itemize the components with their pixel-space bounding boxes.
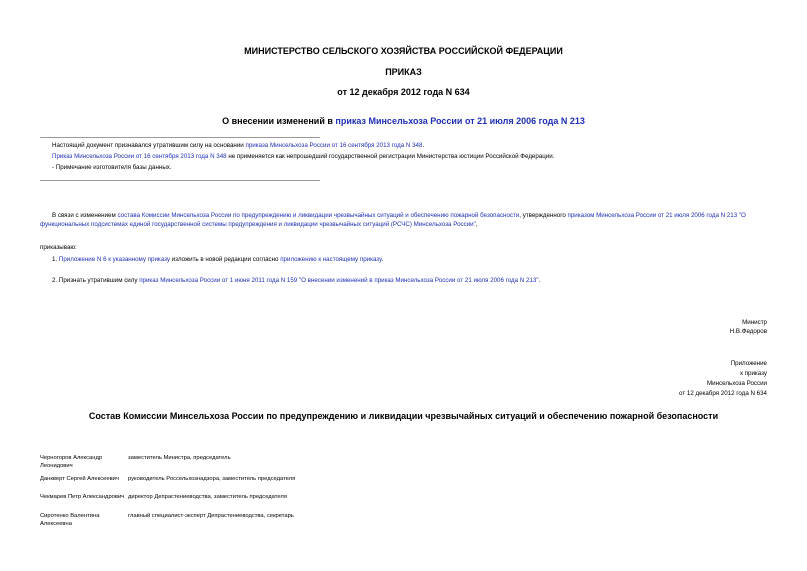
order-item-1-number: 1. <box>52 256 59 263</box>
appendix-line-4: от 12 декабря 2012 года N 634 <box>679 390 767 397</box>
preamble-text-2: , утвержденного <box>519 212 568 219</box>
order-item-2-link[interactable]: приказ Минсельхоза России от 1 июня 2011 года N 159 "О внесении изменений в приказ Минсельхоза России от 21 июля 2006 года N 213" <box>139 277 539 284</box>
preamble-link-composition[interactable]: состава Комиссии Минсельхоза России по предупреждению и ликвидации чрезвычайных ситуаций и обеспечению пожарной безопасности <box>117 212 520 219</box>
member-name: Черногоров Александр Леонидович <box>40 455 103 469</box>
note-bottom-rule <box>40 180 320 181</box>
appendix-line-1: Приложение <box>730 360 767 367</box>
note-line-1-text: Настоящий документ признавался утратившим силу на основании <box>52 142 246 149</box>
signature-block <box>730 318 767 336</box>
order-item-2-end: . <box>538 277 541 284</box>
doc-type-heading: ПРИКАЗ <box>385 67 422 77</box>
member-post: главный специалист-эксперт Депрастениеводства, секретарь <box>128 513 294 519</box>
composition-title: Состав Комиссии Минсельхоза России по предупреждению и ликвидации чрезвычайных ситуаций и обеспечению пожарной безопасности <box>88 411 719 421</box>
appendix-line-3: Минсельхоза России <box>707 380 767 387</box>
ministry-heading: МИНИСТЕРСТВО СЕЛЬСКОГО ХОЗЯЙСТВА РОССИЙСКОЙ ФЕДЕРАЦИИ <box>244 46 563 56</box>
order-word: приказываю: <box>40 244 77 251</box>
order-item-1-text: изложить в новой редакции согласно <box>170 256 281 263</box>
order-item-1-end: . <box>381 256 384 263</box>
preamble-link-order[interactable]: приказом Минсельхоза России от 21 июля 2006 года N 213 "О функциональных подсистемах единой государственной системы предупреждения и ликвидации чрезвычайных ситуаций (РСЧС) Минсельхоза России" <box>40 212 746 228</box>
doc-title-link[interactable]: приказ Минсельхоза России от 21 июля 2006 года N 213 <box>335 116 585 126</box>
order-item-1-link-annex[interactable]: приложению к настоящему приказу <box>280 256 382 263</box>
preamble-paragraph <box>40 211 770 229</box>
preamble-text-1: В связи с изменением <box>52 212 118 219</box>
member-post: директор Депрастениеводства, заместитель председателя <box>128 494 287 500</box>
preamble-text-3: , <box>475 221 478 228</box>
note-line-2-link[interactable]: Приказ Минсельхоза России от 16 сентября 2013 года N 348 <box>52 153 227 160</box>
appendix-line-2: к приказу <box>740 370 767 377</box>
note-line-1-end: . <box>422 142 425 149</box>
order-item-1 <box>52 256 383 264</box>
note-line-3: - Примечание изготовителя базы данных. <box>52 164 172 171</box>
note-line-2 <box>52 153 554 161</box>
member-post: руководитель Россельхознадзора, заместитель председателя <box>128 476 296 482</box>
signature-name: Н.В.Федоров <box>729 328 767 335</box>
order-item-1-link-appendix[interactable]: Приложение N 6 к указанному приказу <box>58 256 170 263</box>
appendix-block <box>679 359 767 399</box>
member-post: заместитель Министра, председатель <box>128 455 231 461</box>
member-name: Чекмарев Петр Александрович <box>40 494 125 500</box>
order-item-2 <box>52 277 540 285</box>
doc-date-number: от 12 декабря 2012 года N 634 <box>337 87 470 97</box>
doc-title <box>0 116 807 126</box>
order-item-2-text: 2. Признать утратившим силу <box>52 277 140 284</box>
member-name: Сиротенко Валентина Алексеевна <box>40 513 100 527</box>
note-line-1 <box>52 142 424 150</box>
note-line-2-text: не применяется как непрошедший государственной регистрации Министерства юстиции Российской Федерации. <box>226 153 555 160</box>
doc-title-prefix: О внесении изменений в <box>222 116 336 126</box>
member-name: Данкверт Сергей Алексеевич <box>40 476 119 482</box>
note-line-1-link[interactable]: приказа Минсельхоза России от 16 сентября 2013 года N 348 <box>245 142 423 149</box>
signature-position: Министр <box>742 319 767 326</box>
note-top-rule <box>40 137 320 138</box>
